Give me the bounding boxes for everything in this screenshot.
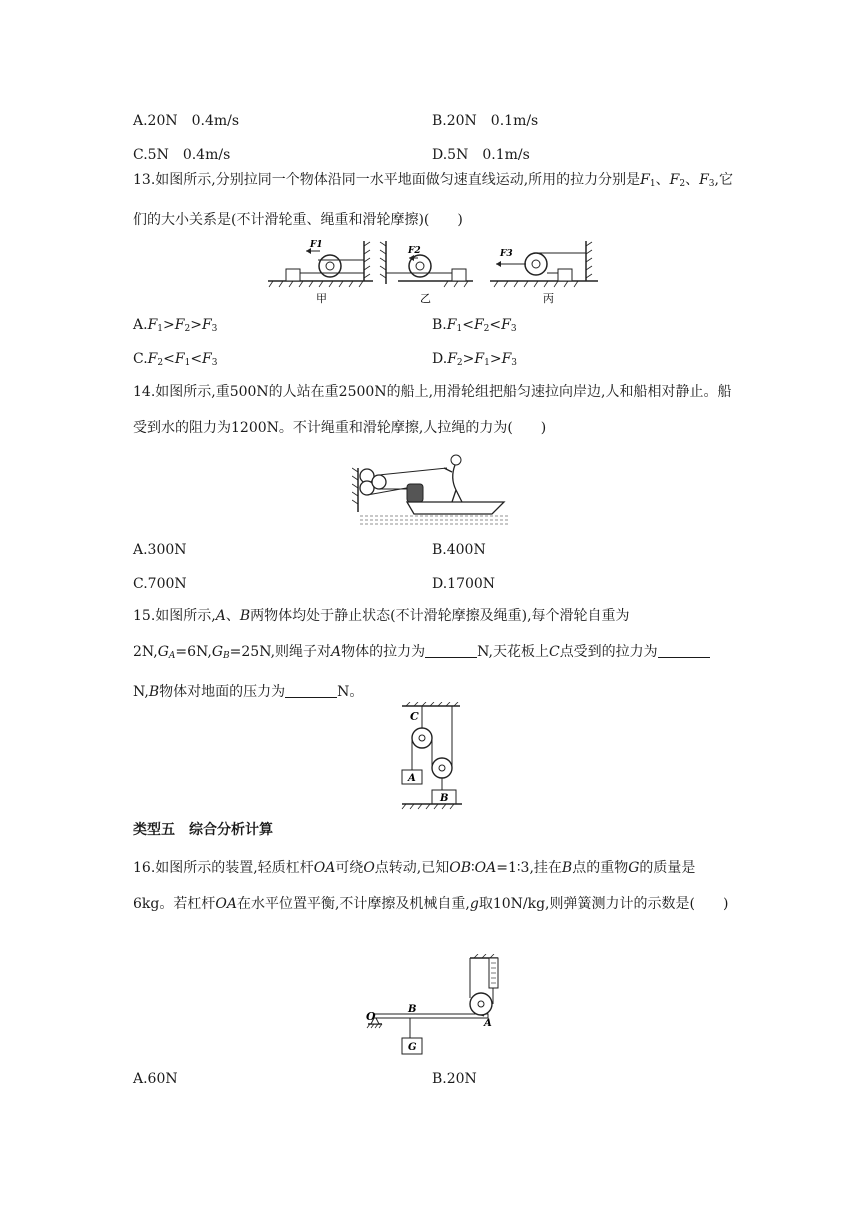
q13-fig-jia — [268, 240, 373, 305]
q13-option-a: $A.F_1>F_2>F_3$ — [133, 317, 218, 334]
q13-label-yi: 乙 — [420, 292, 431, 305]
q14-option-b: B.400N — [432, 542, 486, 558]
q13-force-label-3: F3 — [500, 249, 513, 259]
q13-force-label-2: F2 — [408, 246, 421, 256]
q13-stem-text-end: ,它们的大小关系是(不计滑轮重、绳重和滑轮摩擦)( ) — [133, 172, 733, 228]
q12-option-c: C.5N 0.4m/s — [133, 147, 231, 163]
q13-fig-bing — [490, 241, 598, 305]
q13-option-d: $D.F_2>F_1>F_3$ — [432, 351, 518, 368]
q13-option-b: $B.F_1<F_2<F_3$ — [432, 317, 517, 334]
q15-label-c: C — [410, 710, 419, 723]
section-heading: 类型五 综合分析计算 — [133, 822, 273, 838]
q16-label-o: O — [366, 1010, 376, 1023]
q15-figure — [398, 702, 464, 810]
q16-option-b: B.20N — [432, 1071, 477, 1087]
q13-stem-text: 13.如图所示,分别拉同一个物体沿同一水平地面做匀速直线运动,所用的拉力分别是 — [133, 172, 641, 188]
answer-blank-2[interactable] — [658, 643, 710, 658]
q14-stem: 14.如图所示,重500N的人站在重2500N的船上,用滑轮组把船匀速拉向岸边,人和船相对静止。船受到水的阻力为1200N。不计绳重和滑轮摩擦,人拉绳的力为( ) — [133, 384, 732, 436]
q14-figure — [352, 450, 512, 526]
q13-stem: 13.如图所示,分别拉同一个物体沿同一水平地面做匀速直线运动,所用的拉力分别是$F_1$、$F_2$、$F_3$,它们的大小关系是(不计滑轮重、绳重和滑轮摩擦)( ) — [133, 172, 733, 228]
q13-label-bing: 丙 — [543, 292, 554, 305]
q16-label-a: A — [484, 1018, 492, 1029]
answer-blank-3[interactable] — [285, 683, 337, 698]
q16-option-a: A.60N — [133, 1071, 178, 1087]
q16-label-g: G — [408, 1042, 417, 1053]
q12-option-a: A.20N 0.4m/s — [133, 113, 240, 129]
q13-force-label-1: F1 — [310, 240, 323, 250]
q14-option-a: A.300N — [133, 542, 187, 558]
q15-stem: 15.如图所示,A、B两物体均处于静止状态(不计滑轮摩擦及绳重),每个滑轮自重为$2N,G_A=6N,G_B=25N$,则绳子对A物体的拉力为 N,天花板上C点受到的拉力为N,B物体对地面的压力为 N。 — [133, 598, 733, 710]
q16-figure — [362, 954, 512, 1058]
q14-option-d: D.1700N — [432, 576, 496, 592]
q13-label-jia: 甲 — [316, 292, 327, 305]
q14-option-c: C.700N — [133, 576, 187, 592]
q13-figure — [268, 236, 598, 308]
answer-blank-1[interactable] — [425, 643, 477, 658]
q13-fig-yi — [380, 241, 473, 305]
q12-option-b: B.20N 0.1m/s — [432, 113, 539, 129]
q16-stem: 16.如图所示的装置,轻质杠杆OA可绕O点转动,已知OB∶OA=1∶3,挂在B点的重物G的质量是6kg。若杠杆OA在水平位置平衡,不计摩擦及机械自重,g取10N/kg,则弹簧测力计的示数是( ) — [133, 860, 729, 912]
q16-label-b: B — [408, 1004, 417, 1015]
q15-label-b: B — [440, 793, 449, 804]
q15-label-a: A — [408, 773, 416, 784]
q13-option-c: $C.F_2<F_1<F_3$ — [133, 351, 218, 368]
q12-option-d: D.5N 0.1m/s — [432, 147, 530, 163]
